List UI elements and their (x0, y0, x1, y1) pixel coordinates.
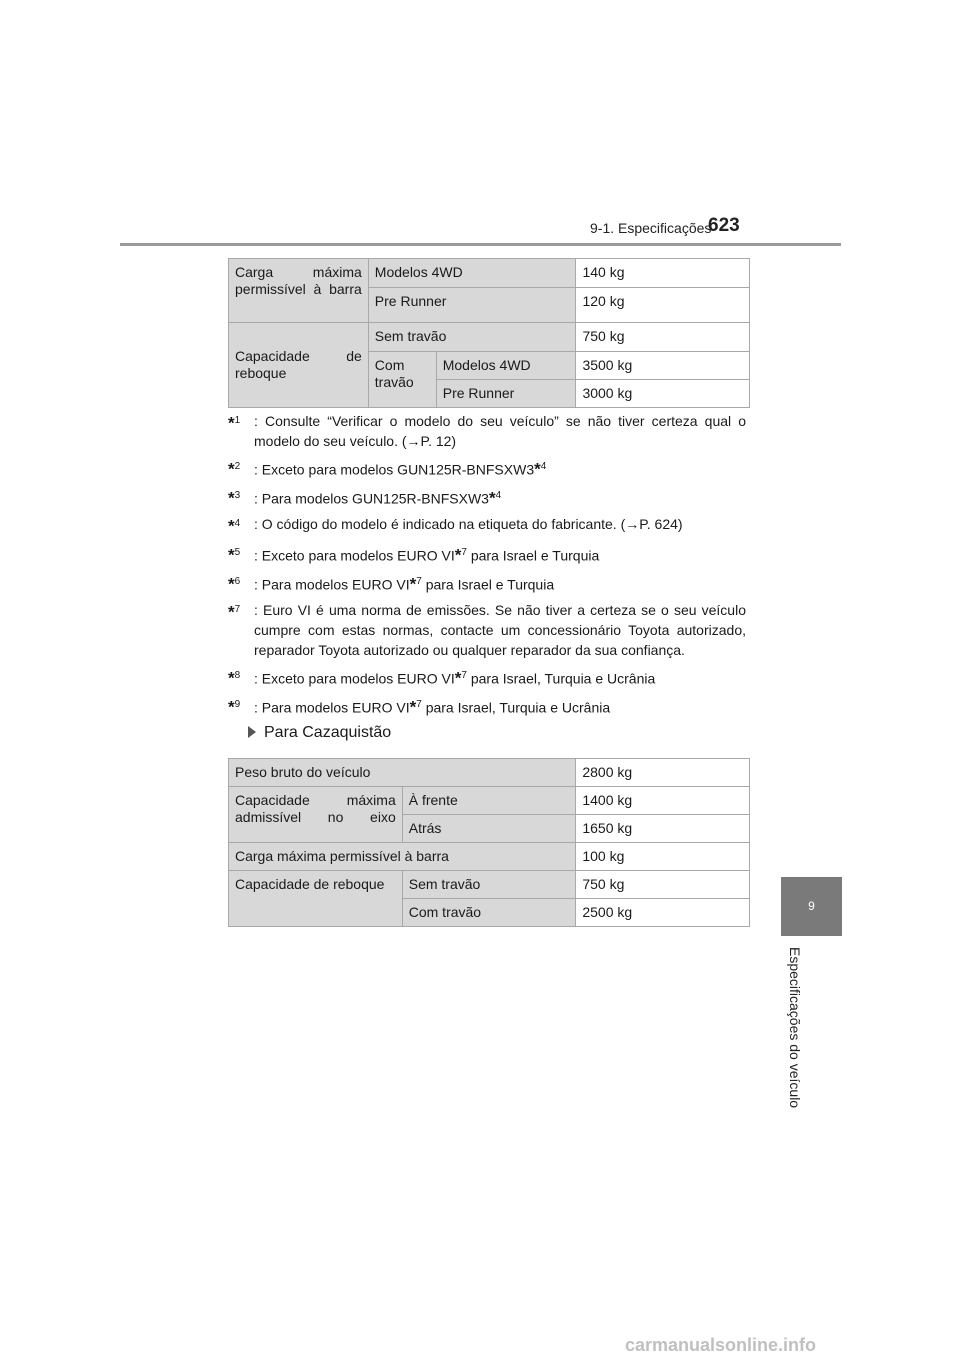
footnote-text: : Para modelos GUN125R-BNFSXW3*$^4$ (254, 488, 502, 508)
footnote-text: : Exceto para modelos EURO VI*$^7$ para Israel e Turquia (254, 545, 600, 565)
table-cell: 1400 kg (576, 787, 750, 815)
table-cell: Peso bruto do veículo (229, 759, 576, 787)
page-number: 623 (708, 215, 740, 236)
table-cell: 750 kg (576, 323, 750, 352)
table-cell: Sem travão (402, 871, 576, 899)
table-cell: Pre Runner (436, 380, 576, 408)
spec-table-general (228, 258, 750, 408)
table-cell: Atrás (402, 815, 576, 843)
footnote (228, 666, 746, 689)
footnote-marker: *$^1$ (228, 413, 241, 433)
footnote-text: : Para modelos EURO VI*$^7$ para Israel e Turquia (254, 574, 555, 594)
reboque-label-text: Capacidade de reboque (235, 348, 362, 381)
table-cell: 2800 kg (576, 759, 750, 787)
footnote (228, 695, 746, 718)
chapter-tab[interactable]: 9 (781, 877, 842, 936)
footnote (228, 411, 746, 451)
eixo-label-cell: Capacidade máxima admissível no eixo (229, 787, 403, 843)
table-cell: À frente (402, 787, 576, 815)
spec-table-kazakhstan (228, 758, 750, 927)
footnote-marker: *$^8$ (228, 668, 241, 688)
footnote-text: : Exceto para modelos EURO VI*$^7$ para Israel, Turquia e Ucrânia (254, 668, 656, 688)
table-cell: Carga máxima permissível à barra (229, 843, 576, 871)
footnote-marker: *$^3$ (228, 488, 241, 508)
table-cell: Sem travão (368, 323, 576, 352)
table-cell: 2500 kg (576, 899, 750, 927)
chapter-label-text: Especificações do veículo (787, 947, 803, 1109)
table-cell: 3000 kg (576, 380, 750, 408)
footnote-text: : Consulte “Verificar o modelo do seu veículo” se não tiver certeza qual o modelo do seu veículo. (→P. 12) (254, 413, 746, 449)
table-cell: 120 kg (576, 288, 750, 323)
footnote-marker: *$^4$ (228, 516, 241, 536)
chapter-label (772, 945, 818, 1115)
footnote (228, 572, 746, 595)
section-heading (248, 724, 391, 742)
table-cell: 100 kg (576, 843, 750, 871)
footnote-text: : Para modelos EURO VI*$^7$ para Israel, Turquia e Ucrânia (254, 697, 611, 717)
table-cell: 3500 kg (576, 352, 750, 380)
footnote (228, 457, 746, 480)
carga-label-cell: Carga máxima permissível à barra (229, 259, 369, 323)
footnote-marker: *$^6$ (228, 574, 241, 594)
footnote (228, 514, 746, 537)
table-cell: Modelos 4WD (368, 259, 576, 288)
footnote-text: : O código do modelo é indicado na etiqueta do fabricante. (→P. 624) (254, 516, 683, 533)
footnote-marker: *$^9$ (228, 697, 241, 717)
table-cell: 750 kg (576, 871, 750, 899)
table-cell: 1650 kg (576, 815, 750, 843)
section-title: 9-1. Especificações (590, 220, 712, 236)
footnote (228, 543, 746, 566)
table-cell: 140 kg (576, 259, 750, 288)
footnote-marker: *$^7$ (228, 602, 241, 622)
footnotes (228, 411, 746, 724)
footnote-marker: *$^5$ (228, 545, 241, 565)
com-travao-cell: Com travão (368, 352, 436, 408)
watermark: carmanualsonline.info (625, 1335, 817, 1355)
table-cell: Com travão (402, 899, 576, 927)
footnote-text: : Euro VI é uma norma de emissões. Se não tiver a certeza se o seu veículo cumpre com estas normas, contacte um concessionário Toyota autorizado, reparador Toyota autorizado ou qualquer reparador da sua confiança. (254, 602, 746, 659)
table-cell: Modelos 4WD (436, 352, 576, 380)
footnote (228, 486, 746, 509)
footnote-text: : Exceto para modelos GUN125R-BNFSXW3*$^4$ (254, 459, 547, 479)
table-cell: Pre Runner (368, 288, 576, 323)
footnote (228, 600, 746, 660)
reboque-label-cell: Capacidade de reboque (229, 871, 403, 927)
header-divider (120, 243, 841, 246)
section-heading-text: Para Cazaquistão (264, 724, 392, 741)
footnote-marker: *$^2$ (228, 459, 241, 479)
reboque-label-cell (229, 323, 369, 408)
triangle-bullet-icon (248, 726, 256, 738)
